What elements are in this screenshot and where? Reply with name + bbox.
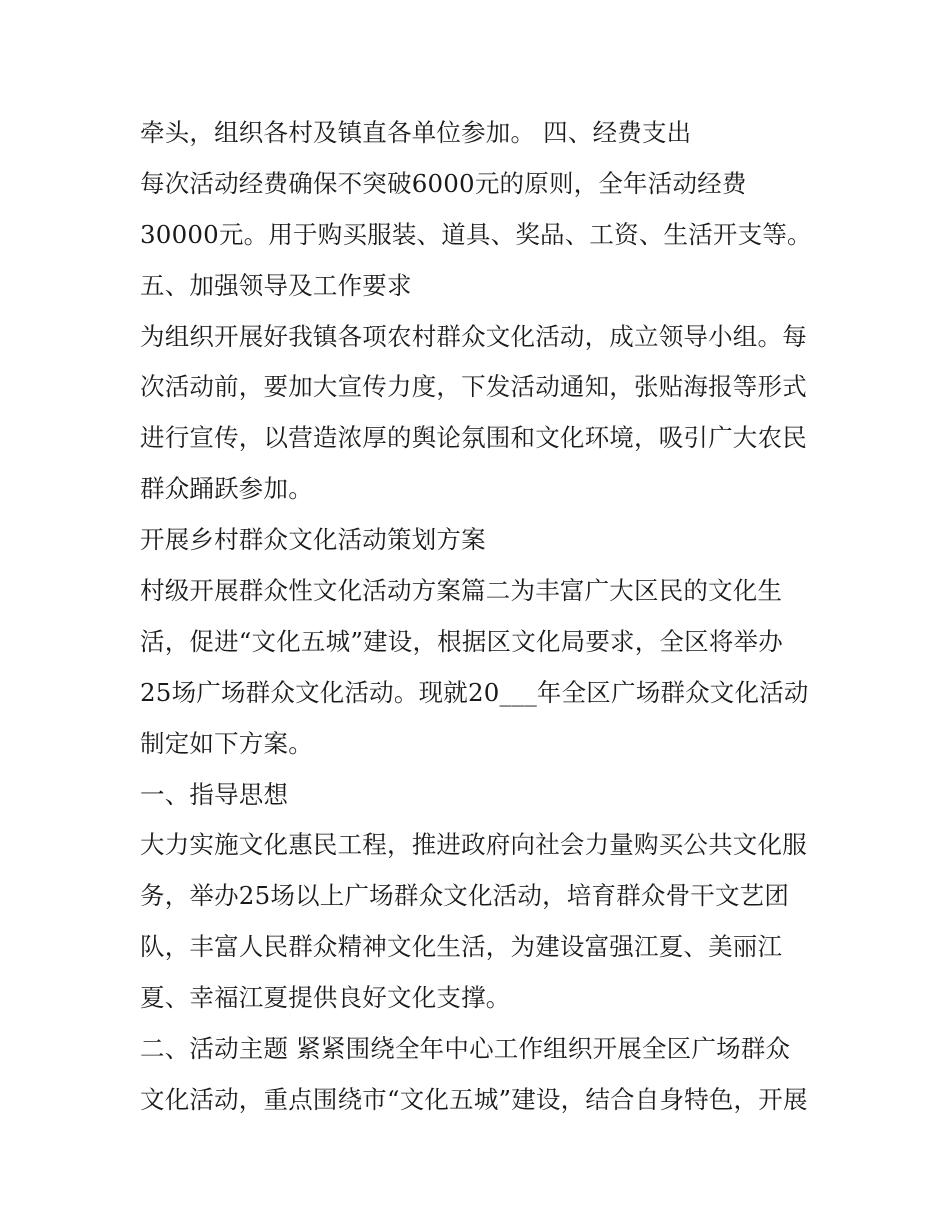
- section-heading: 一、指导思想: [140, 779, 289, 809]
- text-line: 群众踊跃参加。: [140, 474, 313, 504]
- text-line: 二、活动主题 紧紧围绕全年中心工作组织开展全区广场群众: [140, 1034, 791, 1064]
- text-line: 活，促进“文化五城”建设，根据区文化局要求，全区将举办: [140, 626, 783, 656]
- text-line: 每次活动经费确保不突破6000元的原则，全年活动经费: [140, 168, 747, 198]
- text-line: 夏、幸福江夏提供良好文化支撑。: [140, 983, 511, 1013]
- text-line: 25场广场群众文化活动。现就20___年全区广场群众文化活动: [140, 677, 809, 707]
- text-line: 次活动前，要加大宣传力度，下发活动通知，张贴海报等形式: [140, 372, 807, 402]
- text-line: 大力实施文化惠民工程，推进政府向社会力量购买公共文化服: [140, 830, 807, 860]
- text-line: 队，丰富人民群众精神文化生活，为建设富强江夏、美丽江: [140, 932, 783, 962]
- document-title: 开展乡村群众文化活动策划方案: [140, 525, 486, 555]
- section-heading: 五、加强领导及工作要求: [140, 270, 412, 300]
- text-line: 文化活动，重点围绕市“文化五城”建设，结合自身特色，开展: [140, 1084, 808, 1114]
- text-line: 制定如下方案。: [140, 728, 313, 758]
- text-line: 进行宣传，以营造浓厚的舆论氛围和文化环境，吸引广大农民: [140, 423, 807, 453]
- text-line: 牵头，组织各村及镇直各单位参加。 四、经费支出: [140, 118, 692, 147]
- document-body: [140, 108, 840, 1126]
- text-line: 30000元。用于购买服装、道具、奖品、工资、生活开支等。: [140, 219, 812, 249]
- text-line: 村级开展群众性文化活动方案篇二为丰富广大区民的文化生: [140, 576, 783, 606]
- text-line: 务，举办25场以上广场群众文化活动，培育群众骨干文艺团: [140, 881, 790, 911]
- text-line: 为组织开展好我镇各项农村群众文化活动，成立领导小组。每: [140, 321, 807, 351]
